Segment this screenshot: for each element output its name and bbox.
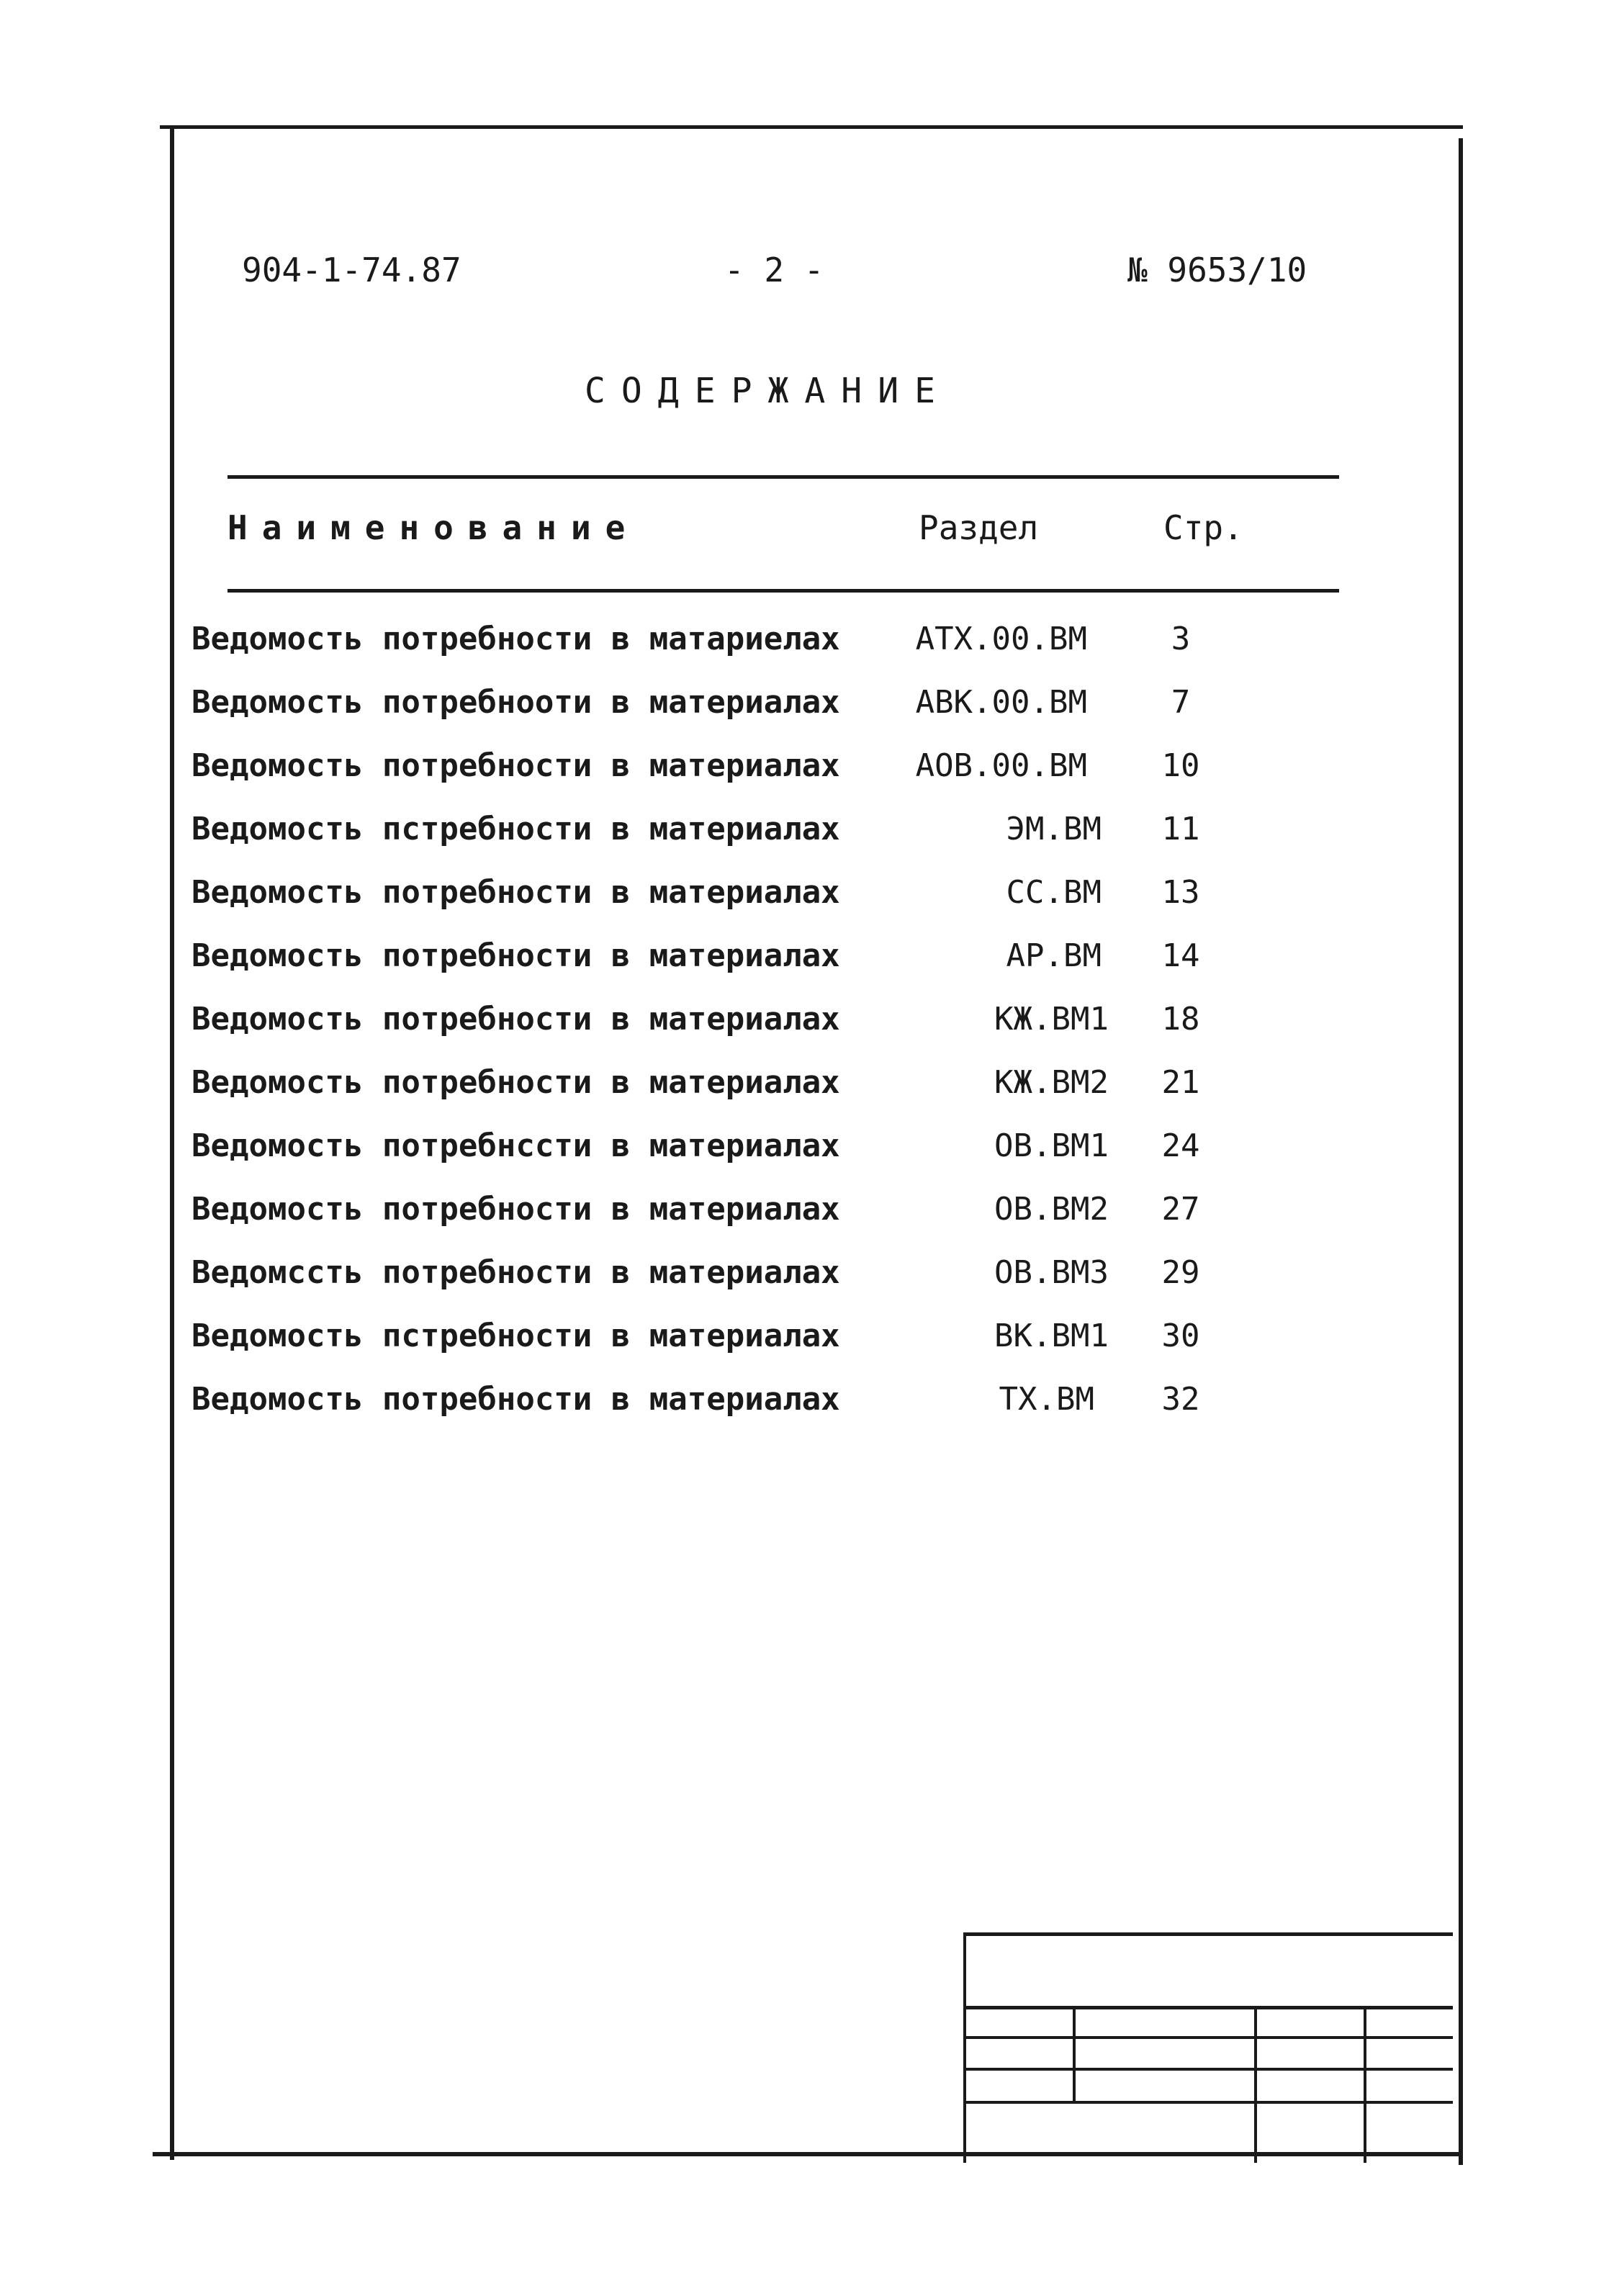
- stamp-line: [963, 1932, 966, 2163]
- row-page: 11: [1161, 811, 1200, 847]
- table-row: [0, 1191, 1617, 1248]
- stamp-line: [963, 2006, 1453, 2009]
- row-name: Ведомость потребности в материалах: [192, 874, 840, 911]
- row-section: ТХ.ВМ: [999, 1381, 1094, 1418]
- row-page: 13: [1161, 874, 1200, 911]
- row-page: 14: [1161, 937, 1200, 974]
- row-name: Ведомсcть потребности в материалах: [192, 1254, 840, 1291]
- table-row: [0, 1001, 1617, 1058]
- table-row: [0, 1318, 1617, 1375]
- row-section: ОВ.ВМ3: [994, 1254, 1109, 1291]
- frame-border-top: [160, 125, 1463, 129]
- table-header-rule: [228, 589, 1339, 593]
- row-section: АТХ.00.ВМ: [915, 621, 1087, 657]
- row-section: АВК.00.ВМ: [915, 684, 1087, 721]
- document-number: № 9653/10: [1127, 251, 1307, 289]
- row-name: Ведомость потребности в материалах: [192, 747, 840, 784]
- column-header-section: Раздел: [919, 508, 1039, 547]
- table-row: [0, 684, 1617, 742]
- row-name: Ведомость потребности в материалах: [192, 1381, 840, 1418]
- table-row: [0, 937, 1617, 995]
- stamp-line: [963, 2101, 1453, 2104]
- row-page: 7: [1171, 684, 1191, 721]
- stamp-line: [963, 1932, 1453, 1936]
- row-name: Ведомость потребности в материалах: [192, 1064, 840, 1101]
- table-top-rule: [228, 475, 1339, 479]
- stamp-line: [1364, 2006, 1366, 2163]
- row-section: КЖ.ВМ1: [994, 1001, 1109, 1037]
- row-section: ОВ.ВМ1: [994, 1127, 1109, 1164]
- row-name: Ведомость потребности в материалах: [192, 1001, 840, 1037]
- table-row: [0, 1127, 1617, 1185]
- row-name: Ведомость потребности в матариелах: [192, 621, 840, 657]
- stamp-line: [1254, 2006, 1257, 2163]
- stamp-line: [1073, 2006, 1076, 2104]
- row-section: АР.ВМ: [1006, 937, 1102, 974]
- row-page: 24: [1161, 1127, 1200, 1164]
- row-name: Ведомость потребнсcти в материалах: [192, 1127, 840, 1164]
- row-section: ЭМ.ВМ: [1006, 811, 1102, 847]
- row-section: СС.ВМ: [1006, 874, 1102, 911]
- page-title: СОДЕРЖАНИЕ: [585, 371, 951, 411]
- row-page: 10: [1161, 747, 1200, 784]
- row-name: Ведомость потребности в материалах: [192, 937, 840, 974]
- row-page: 30: [1161, 1318, 1200, 1354]
- row-page: 32: [1161, 1381, 1200, 1418]
- row-section: ОВ.ВМ2: [994, 1191, 1109, 1228]
- row-name: Ведомость пстребности в материалах: [192, 1318, 840, 1354]
- row-page: 21: [1161, 1064, 1200, 1101]
- table-row: [0, 1064, 1617, 1122]
- title-block-stamp: [963, 1932, 1453, 2163]
- table-row: [0, 747, 1617, 805]
- table-row: [0, 621, 1617, 678]
- document-code: 904-1-74.87: [242, 251, 461, 289]
- row-page: 3: [1171, 621, 1191, 657]
- column-header-name: Наименование: [228, 508, 640, 547]
- table-row: [0, 1254, 1617, 1312]
- table-row: [0, 1381, 1617, 1439]
- row-page: 18: [1161, 1001, 1200, 1037]
- row-page: 27: [1161, 1191, 1200, 1228]
- row-section: ВК.ВМ1: [994, 1318, 1109, 1354]
- row-name: Ведомость потребноoти в материалах: [192, 684, 840, 721]
- stamp-line: [963, 2068, 1453, 2071]
- table-row: [0, 874, 1617, 932]
- row-section: КЖ.ВМ2: [994, 1064, 1109, 1101]
- row-name: Ведомость потребности в материалах: [192, 1191, 840, 1228]
- table-row: [0, 811, 1617, 868]
- page-number: - 2 -: [724, 251, 824, 289]
- row-name: Ведомость пстребности в материалах: [192, 811, 840, 847]
- row-page: 29: [1161, 1254, 1200, 1291]
- stamp-line: [963, 2036, 1453, 2039]
- column-header-page: Стр.: [1163, 508, 1243, 547]
- row-section: АОВ.00.ВМ: [915, 747, 1087, 784]
